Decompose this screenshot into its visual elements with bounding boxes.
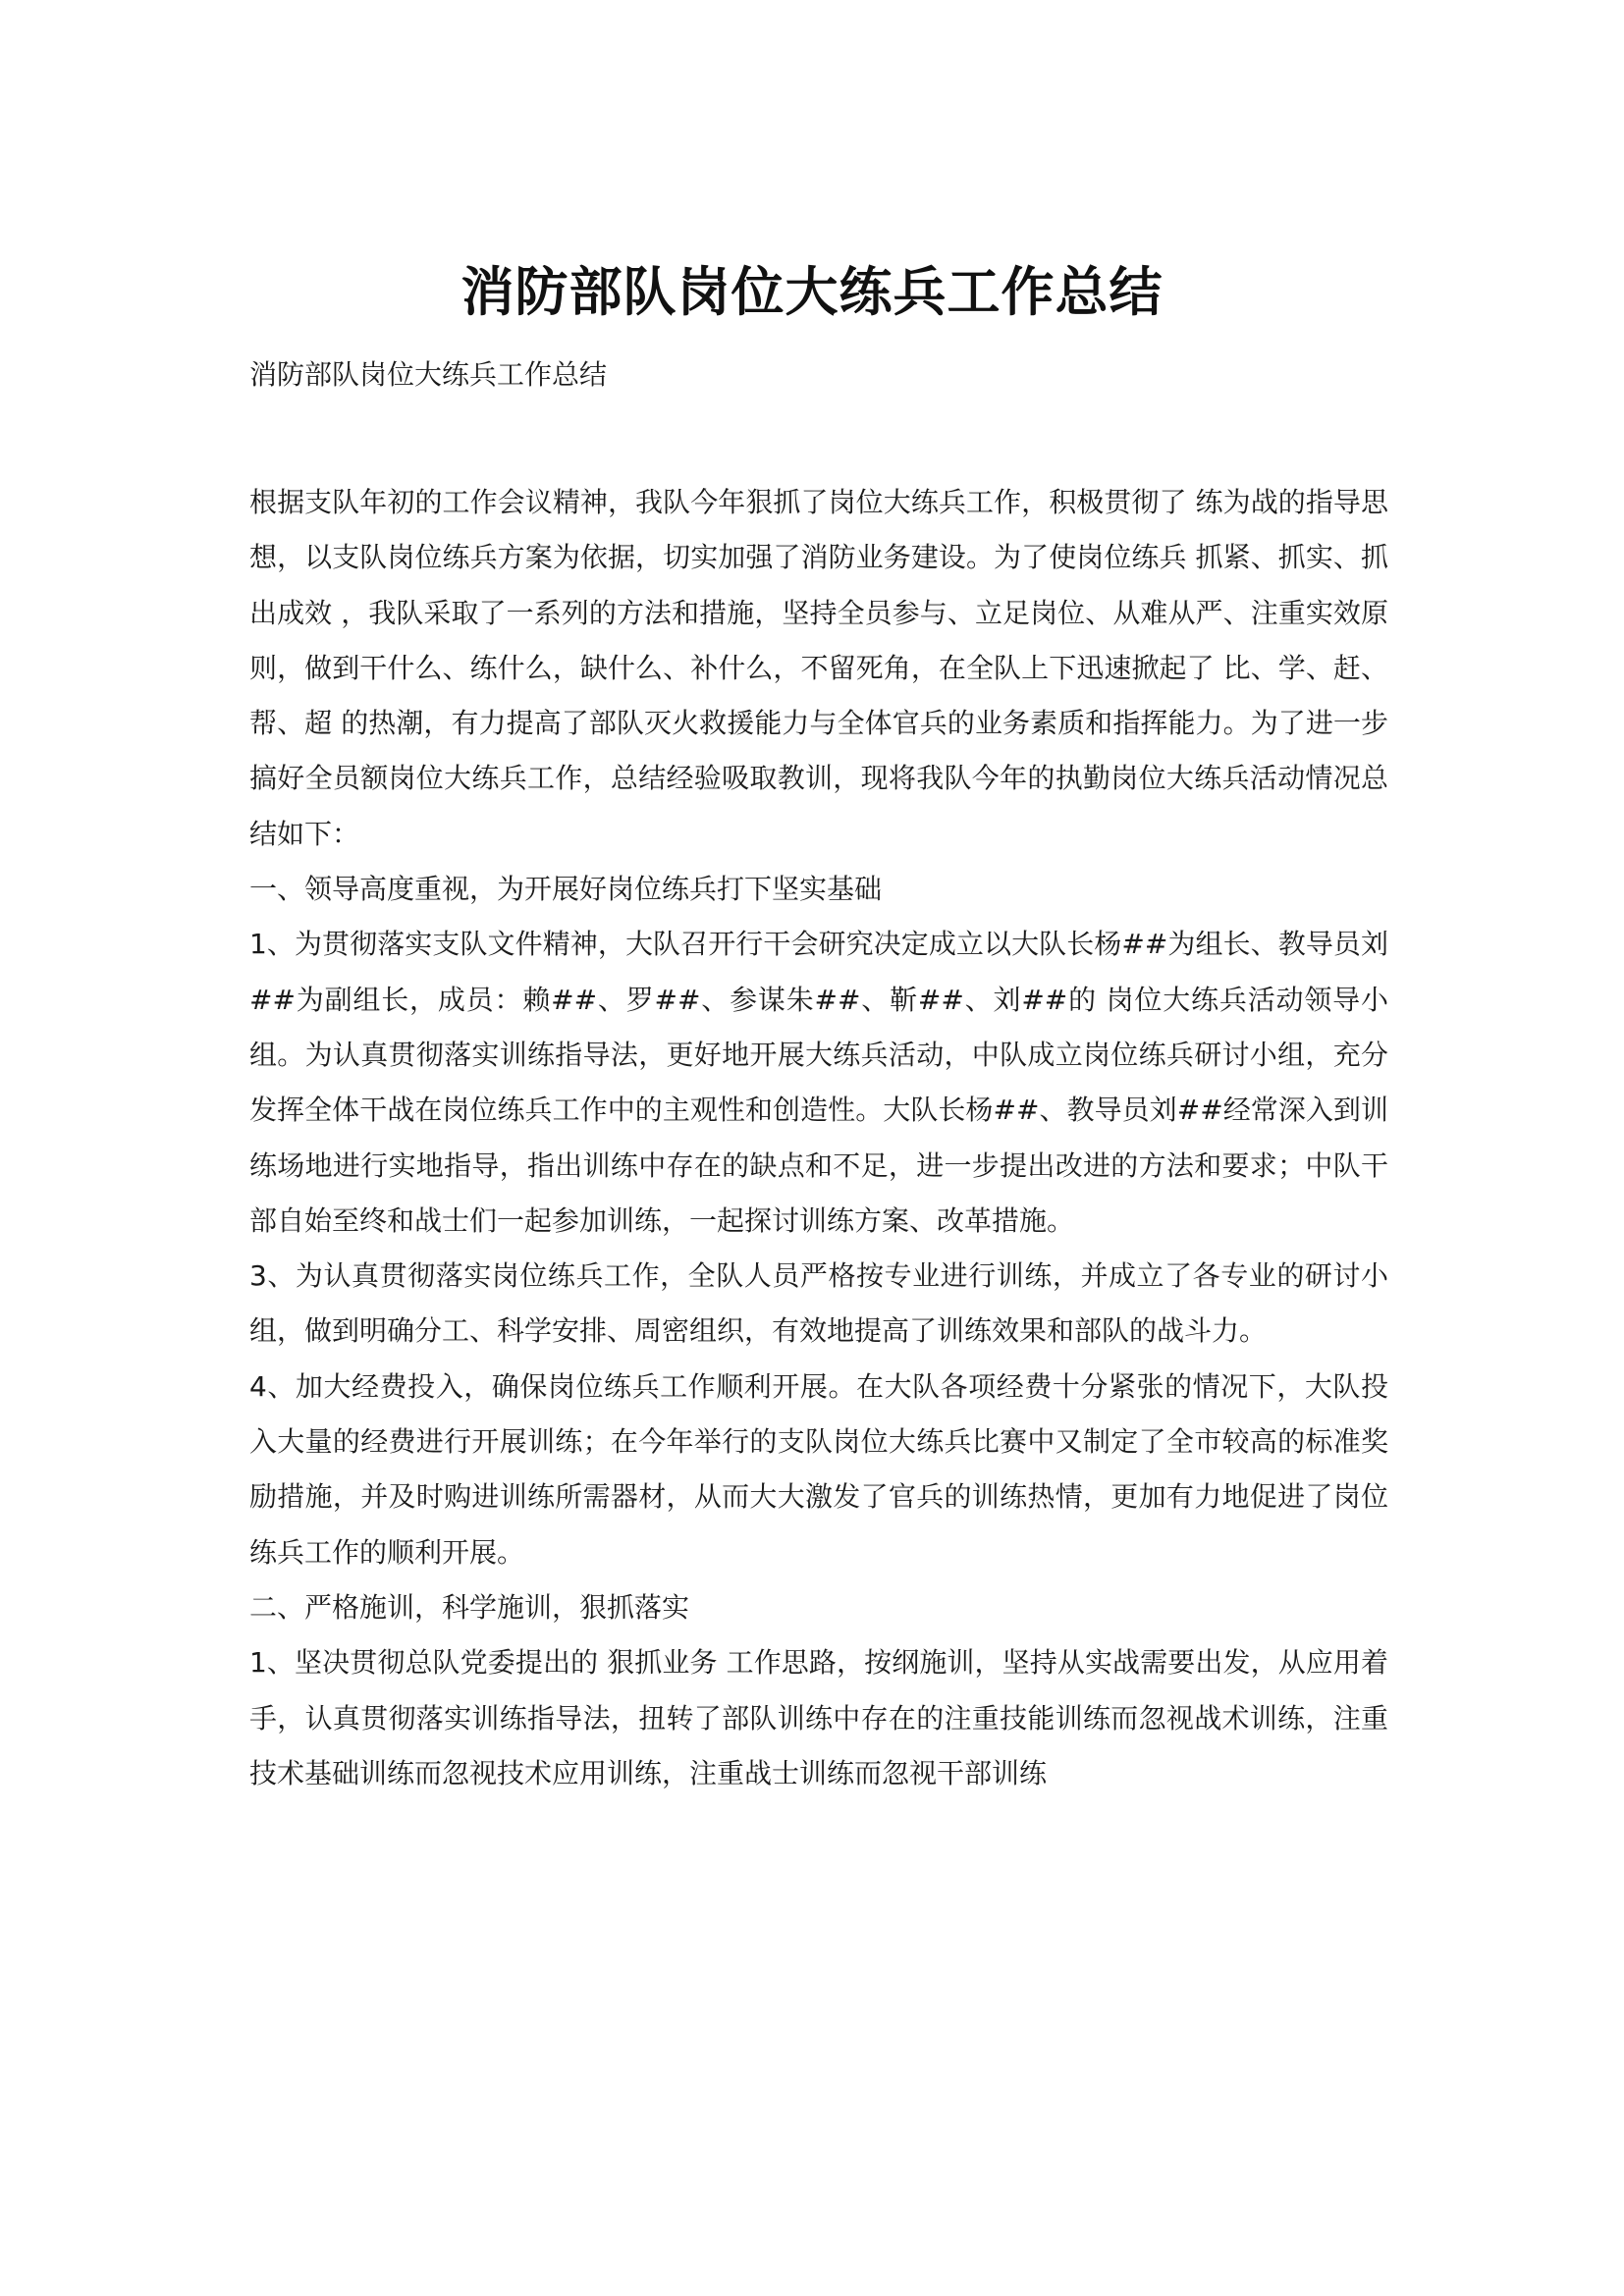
paragraph-intro: 根据支队年初的工作会议精神，我队今年狠抓了岗位大练兵工作，积极贯彻了 练为战的指导思想，以支队岗位练兵方案为依据，切实加强了消防业务建设。为了使岗位练兵 抓紧、抓实、抓出成效 ，我队采取了一系列的方法和措施，坚持全员参与、立足岗位、从难从严、注重实效原则，做到干什么、练什么，缺什么、补什么，不留死角，在全队上下迅速掀起了 比、学、赶、帮、超 的热潮，有力提高了部队灭火救援能力与全体官兵的业务素质和指挥能力。为了进一步搞好全员额岗位大练兵工作，总结经验吸取教训，现将我队今年的执勤岗位大练兵活动情况总结如下：: [249, 486, 1388, 850]
document-title: 消防部队岗位大练兵工作总结: [460, 261, 1164, 323]
paragraph-1-4: 4、加大经费投入，确保岗位练兵工作顺利开展。在大队各项经费十分紧张的情况下，大队投入大量的经费进行开展训练；在今年举行的支队岗位大练兵比赛中又制定了全市较高的标准奖励措施，并及时购进训练所需器材，从而大大激发了官兵的训练热情，更加有力地促进了岗位练兵工作的顺利开展。: [249, 1369, 1388, 1569]
paragraph-1-3: 3、为认真贯彻落实岗位练兵工作，全队人员严格按专业进行训练，并成立了各专业的研讨小组，做到明确分工、科学安排、周密组织，有效地提高了训练效果和部队的战斗力。: [249, 1259, 1388, 1348]
section-heading-1: 一、领导高度重视，为开展好岗位练兵打下坚实基础: [249, 873, 883, 906]
document-subtitle: 消防部队岗位大练兵工作总结: [249, 358, 608, 391]
paragraph-2-1: 1、坚决贯彻总队党委提出的 狠抓业务 工作思路，按纲施训，坚持从实战需要出发，从应用着手，认真贯彻落实训练指导法，扭转了部队训练中存在的注重技能训练而忽视战术训练，注重技术基础训练而忽视技术应用训练，注重战士训练而忽视干部训练: [249, 1646, 1388, 1789]
section-heading-2: 二、严格施训，科学施训，狠抓落实: [249, 1590, 690, 1624]
document-body: [249, 475, 1388, 1801]
paragraph-1-1: 1、为贯彻落实支队文件精神，大队召开行干会研究决定成立以大队长杨##为组长、教导员刘##为副组长，成员：赖##、罗##、参谋朱##、靳##、刘##的 岗位大练兵活动领导小组。为认真贯彻落实训练指导法，更好地开展大练兵活动，中队成立岗位练兵研讨小组，充分发挥全体干战在岗位练兵工作中的主观性和创造性。大队长杨##、教导员刘##经常深入到训练场地进行实地指导，指出训练中存在的缺点和不足，进一步提出改进的方法和要求；中队干部自始至终和战士们一起参加训练，一起探讨训练方案、改革措施。: [249, 928, 1388, 1237]
